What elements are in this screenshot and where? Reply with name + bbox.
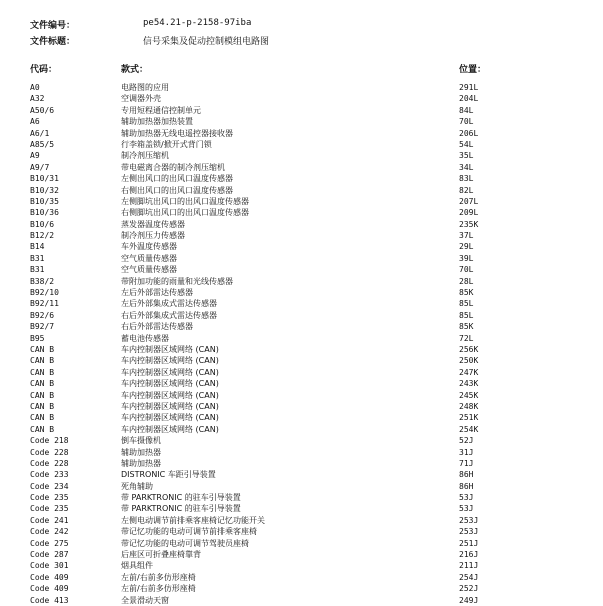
table-row: [0, 481, 603, 492]
table-row: [0, 287, 603, 298]
row-description: 蒸发器温度传感器: [121, 219, 185, 229]
row-code: A9/7: [30, 162, 50, 172]
row-code: Code 218: [30, 436, 69, 446]
row-description: 右侧出风口的出风口温度传感器: [121, 185, 233, 195]
row-description: 车内控制器区域网络 (CAN): [121, 413, 219, 423]
row-position: 253J: [459, 515, 479, 525]
row-code: B38/2: [30, 276, 55, 286]
row-position: 204L: [459, 94, 479, 104]
row-position: 251J: [459, 538, 479, 548]
row-code: A50/6: [30, 105, 55, 115]
table-row: [0, 435, 603, 446]
row-position: 254J: [459, 572, 479, 582]
row-description: 左侧出风口的出风口温度传感器: [121, 174, 233, 184]
row-description: 右后外部集成式雷达传感器: [121, 310, 217, 320]
row-position: 235K: [459, 219, 479, 229]
table-row: [0, 185, 603, 196]
row-code: Code 228: [30, 458, 69, 468]
row-description: 死角辅助: [121, 481, 153, 491]
row-description: 车内控制器区域网络 (CAN): [121, 379, 219, 389]
row-code: CAN B: [30, 390, 55, 400]
row-description: 左前/右前多仿形座椅: [121, 572, 196, 582]
table-row: [0, 298, 603, 309]
row-position: 35L: [459, 151, 474, 161]
table-row: [0, 412, 603, 423]
row-position: 54L: [459, 139, 474, 149]
row-position: 291L: [459, 83, 479, 92]
row-description: 行李箱盖锁/掀开式背门锁: [121, 139, 212, 149]
table-row: [0, 492, 603, 503]
row-description: 车内控制器区域网络 (CAN): [121, 424, 219, 434]
row-code: Code 413: [30, 595, 69, 605]
row-description: 左侧电动调节前排乘客座椅记忆功能开关: [121, 515, 265, 525]
row-description: 左侧脚坑出风口的出风口温度传感器: [121, 196, 249, 206]
table-row: [0, 515, 603, 526]
row-position: 254K: [459, 424, 479, 434]
row-position: 256K: [459, 344, 479, 354]
row-code: Code 409: [30, 572, 69, 582]
row-code: CAN B: [30, 413, 55, 423]
table-row: [0, 139, 603, 150]
row-description: 左后外部集成式雷达传感器: [121, 299, 217, 309]
table-row: [0, 150, 603, 161]
table-row: [0, 469, 603, 480]
row-code: B31: [30, 265, 45, 275]
row-description: 空调器外壳: [121, 94, 161, 104]
row-description: 车内控制器区域网络 (CAN): [121, 356, 219, 366]
row-description: 专用短程通信控制单元: [121, 105, 201, 115]
table-row: [0, 276, 603, 287]
row-code: Code 275: [30, 538, 69, 548]
row-code: Code 235: [30, 504, 69, 514]
row-description: 辅助加热器加热装置: [121, 117, 193, 127]
row-description: 车内控制器区域网络 (CAN): [121, 401, 219, 411]
row-code: B10/6: [30, 219, 55, 229]
doc-number-label: 文件编号：: [30, 21, 76, 31]
row-description: 电路图的应用: [121, 83, 169, 92]
row-description: 后座区可折叠座椅靠背: [121, 550, 201, 560]
row-code: A6: [30, 117, 40, 127]
row-code: B10/31: [30, 174, 59, 184]
row-position: 86H: [459, 470, 474, 480]
table-row: [0, 595, 603, 606]
row-code: A9: [30, 151, 40, 161]
row-position: 34L: [459, 162, 474, 172]
row-position: 252J: [459, 584, 479, 594]
table-row: [0, 264, 603, 275]
header-pos: 位置：: [459, 65, 487, 75]
row-position: 85K: [459, 288, 474, 298]
row-position: 253J: [459, 527, 479, 537]
row-position: 243K: [459, 379, 479, 389]
row-code: A32: [30, 94, 45, 104]
row-description: 辅助加热器无线电遥控器接收器: [121, 128, 233, 138]
row-position: 85L: [459, 310, 474, 320]
table-row: [0, 162, 603, 173]
row-position: 251K: [459, 413, 479, 423]
doc-title-value: 信号采集及促动控制模组电路图: [143, 37, 270, 47]
table-row: [0, 378, 603, 389]
row-description: 车内控制器区域网络 (CAN): [121, 344, 219, 354]
component-table: [0, 82, 603, 606]
row-description: 空气质量传感器: [121, 265, 177, 275]
table-row: [0, 116, 603, 127]
row-position: 248K: [459, 401, 479, 411]
table-row: [0, 572, 603, 583]
row-position: 70L: [459, 117, 474, 127]
row-position: 53J: [459, 504, 474, 514]
table-row: [0, 538, 603, 549]
row-description: 辅助加热器: [121, 447, 161, 457]
table-row: [0, 367, 603, 378]
table-row: [0, 344, 603, 355]
row-code: B92/10: [30, 288, 59, 298]
row-position: 53J: [459, 493, 474, 503]
row-code: B10/32: [30, 185, 59, 195]
row-code: Code 242: [30, 527, 69, 537]
row-position: 52J: [459, 436, 474, 446]
row-position: 72L: [459, 333, 474, 343]
row-position: 85K: [459, 322, 474, 332]
table-row: [0, 128, 603, 139]
row-position: 83L: [459, 174, 474, 184]
table-row: [0, 207, 603, 218]
row-position: 84L: [459, 105, 474, 115]
row-code: Code 287: [30, 550, 69, 560]
row-description: 带 PARKTRONIC 的驻车引导装置: [121, 504, 241, 514]
row-code: B14: [30, 242, 45, 252]
row-code: CAN B: [30, 424, 55, 434]
row-position: 206L: [459, 128, 479, 138]
row-code: CAN B: [30, 356, 55, 366]
table-row: [0, 310, 603, 321]
table-row: [0, 196, 603, 207]
row-description: 全景滑动天窗: [121, 595, 169, 605]
table-row: [0, 241, 603, 252]
row-position: 209L: [459, 208, 479, 218]
row-position: 70L: [459, 265, 474, 275]
row-description: 带记忆功能的电动可调节前排乘客座椅: [121, 527, 257, 537]
row-position: 85L: [459, 299, 474, 309]
header-desc: 款式：: [121, 65, 149, 75]
row-position: 249J: [459, 595, 479, 605]
row-code: Code 235: [30, 493, 69, 503]
row-description: 右后外部雷达传感器: [121, 322, 193, 332]
row-code: B12/2: [30, 231, 55, 241]
row-position: 37L: [459, 231, 474, 241]
row-position: 39L: [459, 253, 474, 263]
table-row: [0, 82, 603, 93]
row-code: B10/36: [30, 208, 59, 218]
row-code: Code 241: [30, 515, 69, 525]
table-row: [0, 549, 603, 560]
table-row: [0, 401, 603, 412]
table-row: [0, 458, 603, 469]
row-position: 28L: [459, 276, 474, 286]
table-row: [0, 560, 603, 571]
table-row: [0, 355, 603, 366]
row-code: B95: [30, 333, 45, 343]
table-row: [0, 230, 603, 241]
row-position: 245K: [459, 390, 479, 400]
table-row: [0, 424, 603, 435]
row-code: CAN B: [30, 379, 55, 389]
row-code: A85/5: [30, 139, 55, 149]
row-code: B31: [30, 253, 45, 263]
row-position: 82L: [459, 185, 474, 195]
row-code: B92/7: [30, 322, 55, 332]
row-description: 车外温度传感器: [121, 242, 177, 252]
row-description: 车内控制器区域网络 (CAN): [121, 367, 219, 377]
row-description: 制冷剂压力传感器: [121, 231, 185, 241]
table-row: [0, 253, 603, 264]
row-code: Code 234: [30, 481, 69, 491]
row-position: 207L: [459, 196, 479, 206]
row-description: 制冷剂压缩机: [121, 151, 169, 161]
table-row: [0, 93, 603, 104]
table-row: [0, 447, 603, 458]
row-code: CAN B: [30, 367, 55, 377]
row-position: 216J: [459, 550, 479, 560]
row-code: Code 233: [30, 470, 69, 480]
doc-title-label: 文件标题：: [30, 37, 76, 47]
table-row: [0, 333, 603, 344]
row-code: B10/35: [30, 196, 59, 206]
row-description: 烟具组件: [121, 561, 153, 571]
table-row: [0, 321, 603, 332]
table-row: [0, 390, 603, 401]
table-row: [0, 583, 603, 594]
table-row: [0, 526, 603, 537]
row-description: DISTRONIC 车距引导装置: [121, 470, 216, 480]
row-code: B92/11: [30, 299, 59, 309]
row-description: 左后外部雷达传感器: [121, 288, 193, 298]
row-description: 带 PARKTRONIC 的驻车引导装置: [121, 493, 241, 503]
row-position: 250K: [459, 356, 479, 366]
row-code: Code 301: [30, 561, 69, 571]
row-description: 右侧脚坑出风口的出风口温度传感器: [121, 208, 249, 218]
table-row: [0, 503, 603, 514]
row-code: B92/6: [30, 310, 55, 320]
row-description: 带记忆功能的电动可调节驾驶员座椅: [121, 538, 249, 548]
header-code: 代码：: [30, 65, 58, 75]
row-description: 左前/右前多仿形座椅: [121, 584, 196, 594]
row-code: Code 409: [30, 584, 69, 594]
row-description: 倒车摄像机: [121, 436, 161, 446]
row-position: 86H: [459, 481, 474, 491]
row-position: 71J: [459, 458, 474, 468]
row-code: A6/1: [30, 128, 50, 138]
row-code: CAN B: [30, 344, 55, 354]
row-description: 辅助加热器: [121, 458, 161, 468]
row-description: 空气质量传感器: [121, 253, 177, 263]
row-code: A0: [30, 83, 40, 92]
table-row: [0, 105, 603, 116]
row-description: 带电磁离合器的制冷剂压缩机: [121, 162, 225, 172]
doc-number-value: pe54.21-p-2158-97iba: [143, 18, 252, 28]
row-position: 31J: [459, 447, 474, 457]
table-row: [0, 219, 603, 230]
row-description: 带附加功能的雨量和光线传感器: [121, 276, 233, 286]
row-position: 211J: [459, 561, 479, 571]
row-position: 29L: [459, 242, 474, 252]
row-code: CAN B: [30, 401, 55, 411]
row-code: Code 228: [30, 447, 69, 457]
row-position: 247K: [459, 367, 479, 377]
row-description: 蓄电池传感器: [121, 333, 169, 343]
row-description: 车内控制器区域网络 (CAN): [121, 390, 219, 400]
table-row: [0, 173, 603, 184]
